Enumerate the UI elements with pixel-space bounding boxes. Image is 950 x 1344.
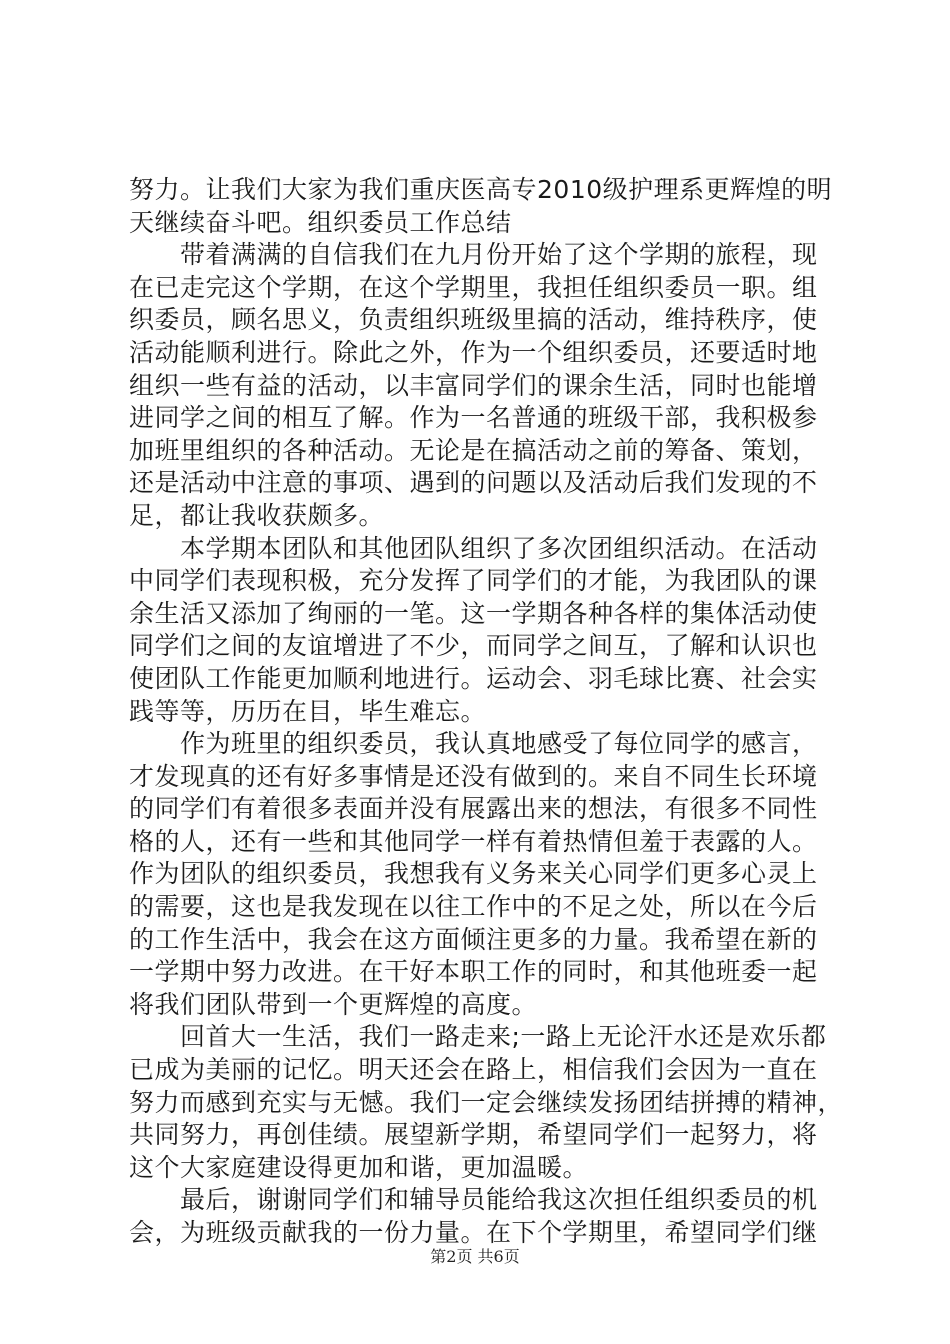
text-line: 的需要，这也是我发现在以往工作中的不足之处，所以在今后	[129, 892, 818, 922]
paragraph-first-line: 回首大一生活，我们一路走来;一路上无论汗水还是欢乐都	[180, 1022, 827, 1052]
text-line: 的同学们有着很多表面并没有展露出来的想法，有很多不同性	[129, 794, 818, 824]
page-number-footer: 第2页 共6页	[430, 1247, 520, 1266]
text-line: 才发现真的还有好多事情是还没有做到的。来自不同生长环境	[129, 761, 818, 791]
text-line: 一学期中努力改进。在干好本职工作的同时，和其他班委一起	[129, 957, 818, 987]
text-line: 进同学之间的相互了解。作为一名普通的班级干部，我积极参	[129, 403, 818, 433]
text-line: 作为团队的组织委员，我想我有义务来关心同学们更多心灵上	[129, 859, 818, 889]
text-line: 还是活动中注意的事项、遇到的问题以及活动后我们发现的不	[129, 468, 818, 498]
text-line: 天继续奋斗吧。组织委员工作总结	[129, 207, 512, 237]
text-line: 践等等，历历在目，毕生难忘。	[129, 696, 487, 726]
text-line: 格的人，还有一些和其他同学一样有着热情但羞于表露的人。	[129, 826, 818, 856]
text-line: 加班里组织的各种活动。无论是在搞活动之前的筹备、策划，	[129, 435, 818, 465]
text-line: 同学们之间的友谊增进了不少，而同学之间互，了解和认识也	[129, 631, 818, 661]
text-line: 在已走完这个学期，在这个学期里，我担任组织委员一职。组	[129, 272, 818, 302]
paragraph-first-line: 带着满满的自信我们在九月份开始了这个学期的旅程，现	[180, 240, 818, 270]
document-body	[129, 174, 844, 1250]
text-line: 足，都让我收获颇多。	[129, 500, 385, 530]
text-line: 织委员，顾名思义，负责组织班级里搞的活动，维持秩序，使	[129, 305, 818, 335]
text-line: 已成为美丽的记忆。明天还会在路上，相信我们会因为一直在	[129, 1055, 818, 1085]
paragraph-first-line: 本学期本团队和其他团队组织了多次团组织活动。在活动	[180, 533, 818, 563]
paragraph-first-line: 作为班里的组织委员，我认真地感受了每位同学的感言，	[180, 729, 818, 759]
text-line: 中同学们表现积极，充分发挥了同学们的才能，为我团队的课	[129, 566, 818, 596]
text-line: 的工作生活中，我会在这方面倾注更多的力量。我希望在新的	[129, 924, 818, 954]
paragraph-first-line: 最后，谢谢同学们和辅导员能给我这次担任组织委员的机	[180, 1185, 818, 1215]
text-line: 将我们团队带到一个更辉煌的高度。	[129, 989, 538, 1019]
text-line: 使团队工作能更加顺利地进行。运动会、羽毛球比赛、社会实	[129, 663, 818, 693]
text-line: 努力。让我们大家为我们重庆医高专2010级护理系更辉煌的明	[129, 175, 833, 204]
text-line: 努力而感到充实与无憾。我们一定会继续发扬团结拼搏的精神，	[129, 1087, 844, 1117]
text-line: 组织一些有益的活动，以丰富同学们的课余生活，同时也能增	[129, 370, 818, 400]
text-line: 共同努力，再创佳绩。展望新学期，希望同学们一起努力，将	[129, 1120, 818, 1150]
text-line: 活动能顺利进行。除此之外，作为一个组织委员，还要适时地	[129, 337, 818, 367]
text-line: 余生活又添加了绚丽的一笔。这一学期各种各样的集体活动使	[129, 598, 818, 628]
text-line: 这个大家庭建设得更加和谐，更加温暖。	[129, 1152, 589, 1182]
text-line: 会，为班级贡献我的一份力量。在下个学期里，希望同学们继	[129, 1218, 818, 1247]
